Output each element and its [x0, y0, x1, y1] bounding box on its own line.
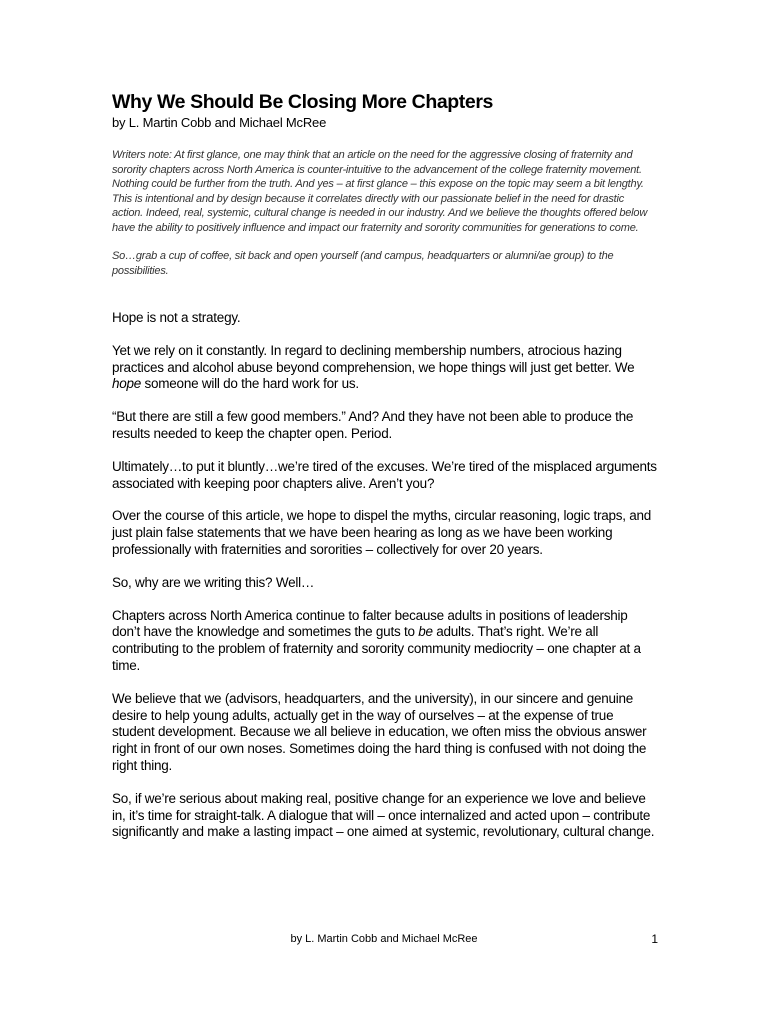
document-page	[112, 90, 657, 857]
paragraph-7	[112, 608, 657, 675]
paragraph-2-text-a: Yet we rely on it constantly. In regard to declining membership numbers, atrocious hazing practices and alcohol abuse beyond comprehension, we hope things will just get better. We	[112, 342, 635, 375]
paragraph-9: So, if we’re serious about making real, positive change for an experience we love and believe in, it’s time for straight-talk. A dialogue that will – once internalized and acted upon – contribute significantly and make a lasting impact – one aimed at systemic, revolutionary, cultural change.	[112, 790, 655, 840]
paragraph-2	[112, 343, 657, 393]
footer-author: by L. Martin Cobb and Michael McRee	[290, 933, 478, 945]
article-title: Why We Should Be Closing More Chapters	[112, 91, 493, 113]
writers-note-closing: So…grab a cup of coffee, sit back and open yourself (and campus, headquarters or alumni/ae group) to the possibilities.	[112, 250, 614, 277]
article-byline: by L. Martin Cobb and Michael McRee	[112, 115, 327, 130]
page-number: 1	[651, 932, 658, 946]
paragraph-3: “But there are still a few good members.” And? And they have not been able to produce the results needed to keep the chapter open. Period.	[112, 409, 634, 441]
paragraph-6: So, why are we writing this? Well…	[112, 574, 315, 590]
article-body	[112, 310, 657, 841]
paragraph-5: Over the course of this article, we hope to dispel the myths, circular reasoning, logic traps, and just plain false statements that we have been hearing as long as we have been working professionally with fraternities and sororities – collectively for over 20 years.	[112, 508, 652, 557]
paragraph-8: We believe that we (advisors, headquarters, and the university), in our sincere and genuine desire to help young adults, actually get in the way of ourselves – at the expense of true student development. Because we all believe in education, we often miss the obvious answer right in front of our own noses. Sometimes doing the hard thing is confused with not doing the right thing.	[112, 690, 647, 773]
writers-note: Writers note: At first glance, one may think that an article on the need for the aggressive closing of fraternity and sorority chapters across North America is counter-intuitive to the advancement of the college fraternity movement. Nothing could be further from the truth. And yes – at first glance – this expose on the topic may seem a bit lengthy. This is intentional and by design because it correlates directly with our passionate belief in the need for drastic action. Indeed, real, systemic, cultural change is needed in our industry. And we believe the thoughts offered below have the ability to positively influence and impact our fraternity and sorority communities for generations to come.	[112, 149, 648, 234]
paragraph-2-text-b: someone will do the hard work for us.	[141, 376, 359, 392]
paragraph-7-emphasis: be	[418, 624, 433, 640]
paragraph-4: Ultimately…to put it bluntly…we’re tired of the excuses. We’re tired of the misplaced arguments associated with keeping poor chapters alive. Aren’t you?	[112, 458, 657, 491]
paragraph-1: Hope is not a strategy.	[112, 310, 241, 325]
paragraph-7-text-a: Chapters across North America continue to falter because adults in positions of leadership don’t have the knowledge and sometimes the guts to	[112, 607, 628, 640]
paragraph-7-text-b: adults. That’s right. We’re all contributing to the problem of fraternity and sorority community mediocrity – one chapter at a time.	[112, 624, 641, 673]
paragraph-2-emphasis: hope	[112, 376, 142, 392]
